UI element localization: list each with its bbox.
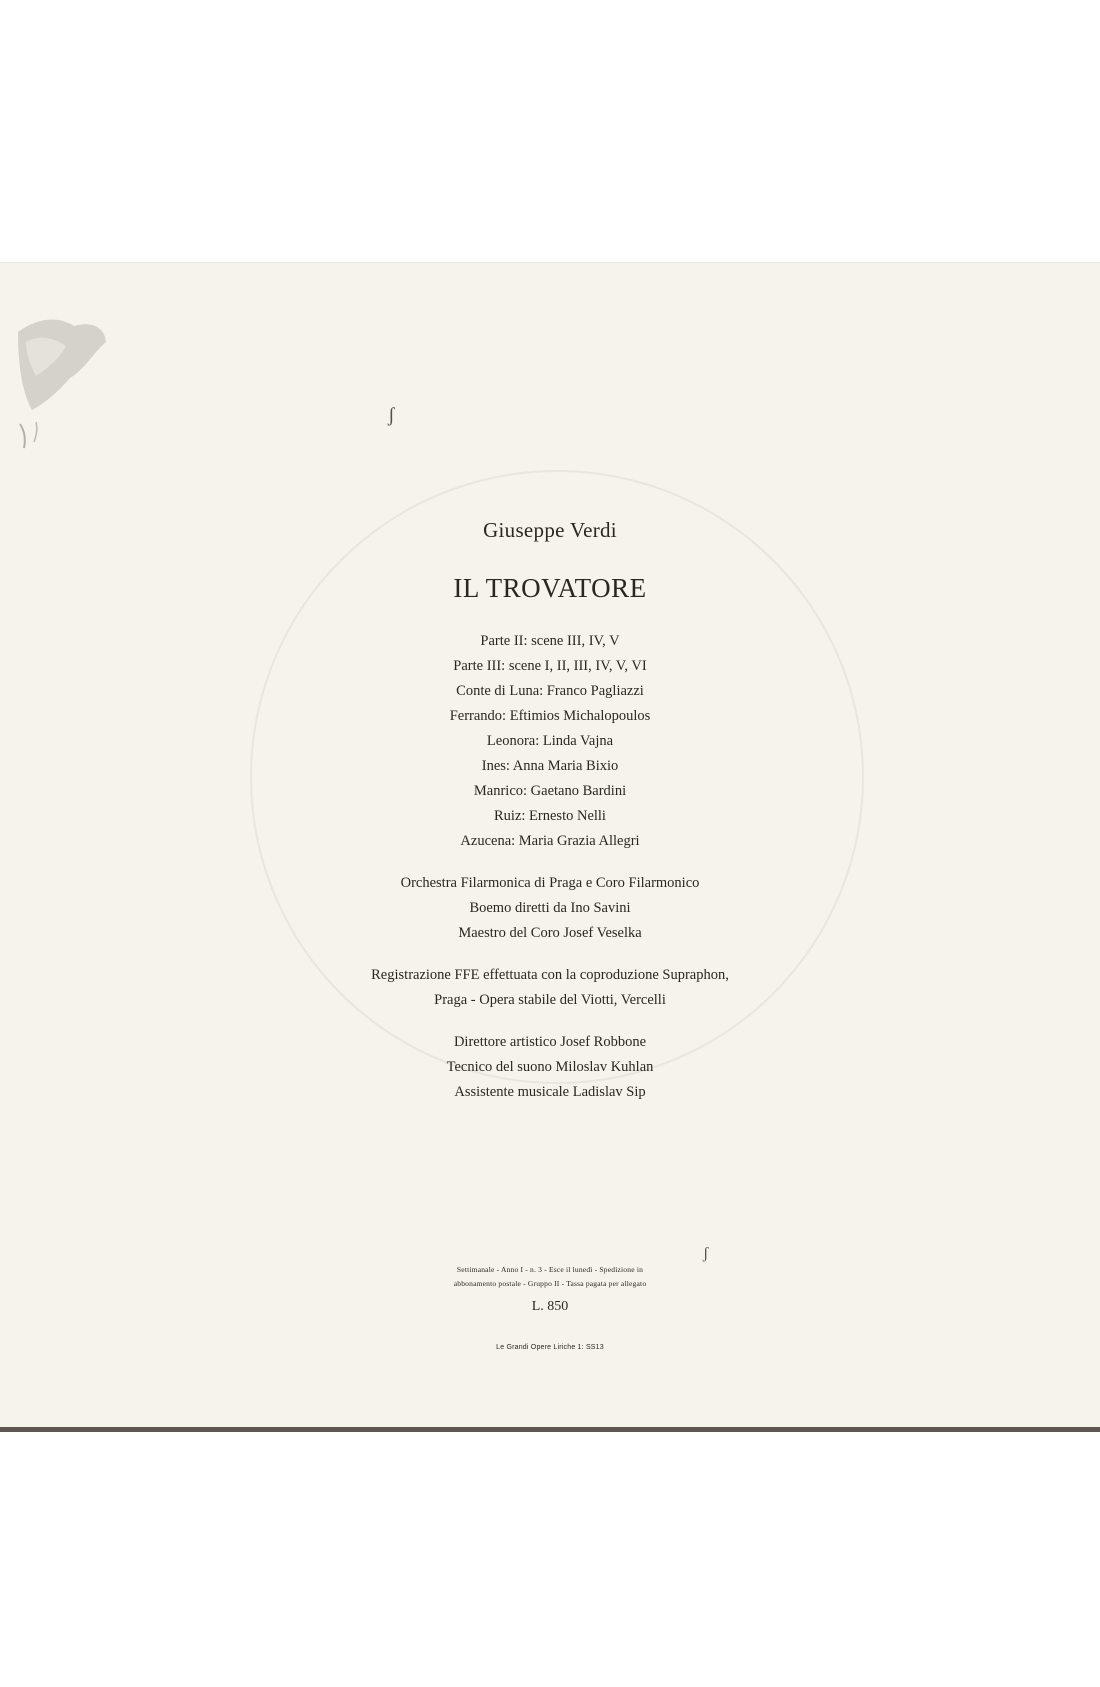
- orchestra-line: Boemo diretti da Ino Savini: [469, 900, 631, 916]
- footnote-line: Settimanale - Anno I - n. 3 - Esce il lunedì - Spedizione in: [456, 1265, 644, 1274]
- cast-line: Ferrando: Eftimios Michalopoulos: [449, 708, 651, 724]
- cast-line: Azucena: Maria Grazia Allegri: [460, 833, 640, 849]
- sleeve-bottom-edge: [0, 1427, 1100, 1432]
- credit-line: Direttore artistico Josef Robbone: [453, 1034, 647, 1050]
- recording-line: Praga - Opera stabile del Viotti, Vercelli: [434, 992, 666, 1008]
- cast-line: Ruiz: Ernesto Nelli: [494, 808, 606, 824]
- worn-corner-mark: [14, 312, 110, 462]
- publication-footnote: [0, 1263, 1100, 1291]
- series-code: Le Grandi Opere Liriche 1: SS13: [496, 1344, 604, 1351]
- orchestra-line: Orchestra Filarmonica di Praga e Coro Filarmonico: [400, 875, 700, 891]
- footnote-line: abbonamento postale - Gruppo II - Tassa pagata per allegato: [453, 1279, 647, 1288]
- production-credits: [0, 1030, 1100, 1105]
- orchestra-credits: [0, 871, 1100, 946]
- ink-speck: ʃ: [388, 404, 395, 426]
- ink-speck: ʃ: [703, 1245, 709, 1262]
- cast-line: Leonora: Linda Vajna: [486, 733, 614, 749]
- composer-name: Giuseppe Verdi: [483, 518, 617, 542]
- cast-line: Ines: Anna Maria Bixio: [481, 758, 619, 774]
- price-label: L. 850: [531, 1299, 569, 1314]
- cast-line: Parte II: scene III, IV, V: [480, 633, 620, 649]
- cast-line: Conte di Luna: Franco Pagliazzi: [456, 683, 644, 699]
- cast-list: [0, 629, 1100, 854]
- recording-notes: [0, 963, 1100, 1013]
- recording-line: Registrazione FFE effettuata con la coproduzione Supraphon,: [371, 967, 729, 983]
- credit-line: Tecnico del suono Miloslav Kuhlan: [446, 1059, 654, 1075]
- opera-title: IL TROVATORE: [453, 573, 647, 603]
- cast-line: Manrico: Gaetano Bardini: [473, 783, 627, 799]
- cast-line: Parte III: scene I, II, III, IV, V, VI: [453, 658, 647, 674]
- credit-line: Assistente musicale Ladislav Sip: [454, 1084, 646, 1100]
- orchestra-line: Maestro del Coro Josef Veselka: [458, 925, 642, 941]
